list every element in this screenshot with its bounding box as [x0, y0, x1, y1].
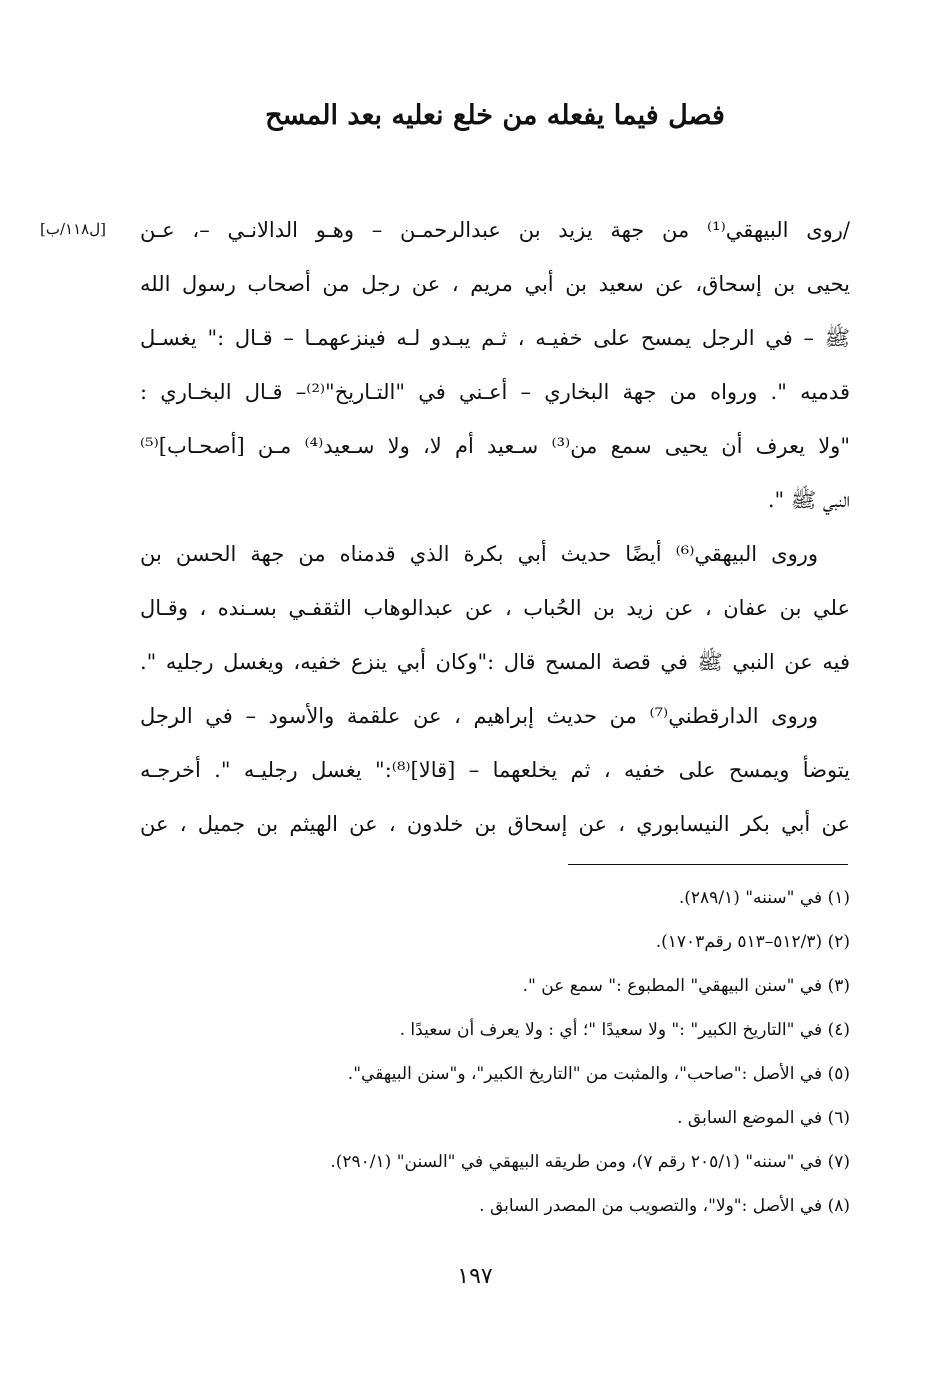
- body-line: يتوضأ ويمسح على خفيه ، ثم يخلعهما – [قالا]⁽⁸⁾:" يغسل رجليـه ". أخرجـه: [140, 758, 850, 782]
- body-line: علي بن عفان ، عن زيد بن الحُباب ، عن عبدالوهاب الثقفـي بسـنده ، وقـال: [140, 596, 850, 620]
- body-line: النبي ﷺ ".: [767, 488, 850, 512]
- body-line: وروى الدارقطني⁽⁷⁾ من حديث إبراهيم ، عن علقمة والأسود – في الرجل: [140, 704, 818, 728]
- footnote-separator: [568, 864, 848, 865]
- footnote: (٢) (٥١٢/٣–٥١٣ رقم١٧٠٣).: [655, 932, 850, 952]
- footnote: (١) في "سننه" (٢٨٩/١).: [678, 888, 850, 908]
- body-line: "ولا يعرف أن يحيى سمع من⁽³⁾ سـعيد أم لا، ولا سـعيد⁽⁴⁾ مـن [أصحـاب]⁽⁵⁾: [140, 434, 850, 458]
- footnote: (٨) في الأصل :"ولا"، والتصويب من المصدر السابق .: [479, 1196, 850, 1216]
- footnote: (٥) في الأصل :"صاحب"، والمثبت من "التاريخ الكبير"، و"سنن البيهقي".: [347, 1064, 850, 1084]
- body-line: عن أبي بكر النيسابوري ، عن إسحاق بن خلدون ، عن الهيثم بن جميل ، عن: [140, 812, 850, 836]
- body-line: قدميه ". ورواه من جهة البخاري – أعـني في "التـاريخ"⁽²⁾– قـال البخـاري :: [140, 380, 850, 404]
- chapter-title: فصل فيما يفعله من خلع نعليه بعد المسح: [265, 100, 725, 131]
- footnote: (٦) في الموضع السابق .: [677, 1108, 850, 1128]
- body-line: /روى البيهقي⁽¹⁾ من جهة يزيد بن عبدالرحمـن – وهـو الدالانـي –، عـن: [140, 218, 850, 242]
- footnote: (٧) في "سننه" (٢٠٥/١ رقم ٧)، ومن طريقه البيهقي في "السنن" (٢٩٠/١).: [330, 1152, 850, 1172]
- body-line: ﷺ – في الرجل يمسح على خفيـه ، ثـم يبـدو لـه فينزعهمـا – قـال :" يغسـل: [140, 326, 850, 350]
- body-line: فيه عن النبي ﷺ في قصة المسح قال :"وكان أبي ينزع خفيه، ويغسل رجليه ".: [140, 650, 851, 674]
- footnote: (٤) في "التاريخ الكبير" :" ولا سعيدًا "؛ أي : ولا يعرف أن سعيدًا .: [399, 1020, 850, 1040]
- page-number: ١٩٧: [457, 1264, 493, 1289]
- body-line: وروى البيهقي⁽⁶⁾ أيضًا حديث أبي بكرة الذي قدمناه من جهة الحسن بن: [140, 542, 818, 566]
- body-line: يحيى بن إسحاق، عن سعيد بن أبي مريم ، عن رجل من أصحاب رسول الله: [140, 272, 851, 296]
- footnote: (٣) في "سنن البيهقي" المطبوع :" سمع عن ".: [522, 976, 850, 996]
- manuscript-folio-note: [ل١١٨/ب]: [40, 220, 106, 238]
